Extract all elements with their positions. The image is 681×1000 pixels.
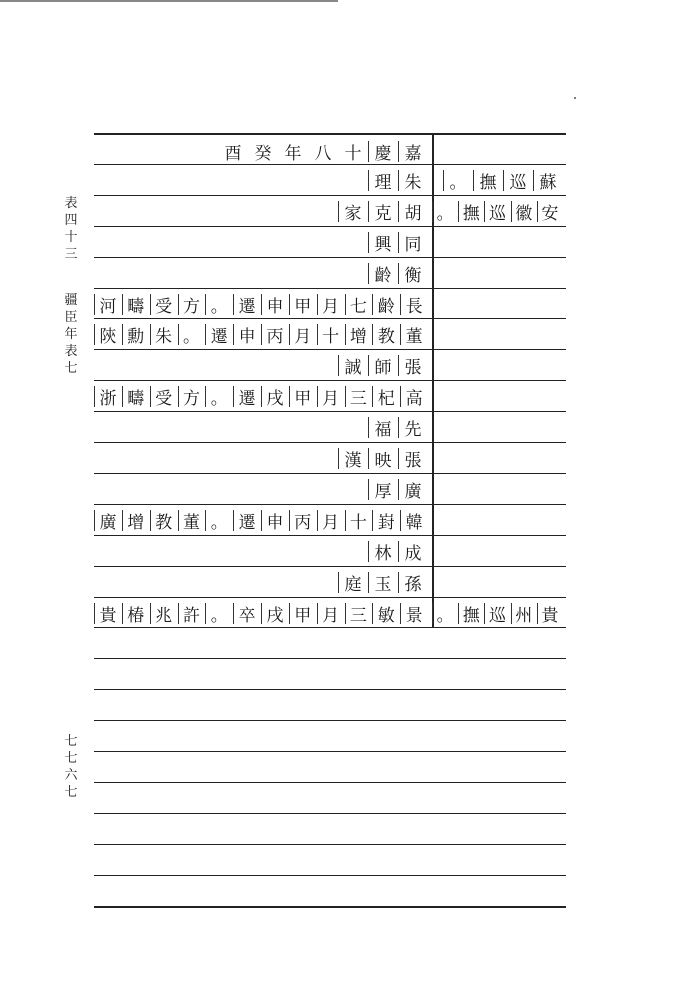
row-char: 先: [398, 415, 428, 440]
row-char: 遷: [233, 292, 261, 317]
row-char: 月: [317, 601, 345, 626]
row-char: 長: [400, 292, 428, 317]
margin-table-title: [60, 195, 82, 263]
row-char: 浙: [94, 384, 122, 409]
cell-char: 撫: [473, 168, 503, 193]
table-row: [94, 227, 428, 257]
row-char: 疇: [122, 384, 150, 409]
row-char: 月: [317, 508, 345, 533]
row-char: 家: [338, 199, 368, 224]
margin-char: 七: [64, 361, 78, 376]
table-row: [94, 165, 428, 195]
margin-char: 六: [64, 768, 78, 783]
row-char: 許: [178, 601, 206, 626]
cell-char: 州: [511, 601, 537, 626]
margin-char: 七: [64, 734, 78, 749]
row-rule: [94, 813, 566, 814]
row-char: 崶: [372, 508, 400, 533]
row-char: 理: [368, 168, 398, 193]
margin-char: 十: [64, 230, 78, 245]
margin-table-subtitle: [60, 292, 82, 377]
row-char: 玉: [368, 570, 398, 595]
margin-char: 四: [64, 213, 78, 228]
row-char: 方: [178, 384, 206, 409]
row-rule: [94, 906, 566, 908]
row-rule: [94, 658, 566, 659]
row-char: 河: [94, 292, 122, 317]
table-row: [94, 505, 428, 535]
header-char: 癸: [254, 143, 272, 164]
row-char: 申: [261, 292, 289, 317]
row-char: 。: [205, 601, 233, 626]
row-char: 遷: [233, 384, 261, 409]
row-char: 受: [150, 384, 178, 409]
row-char: 。: [205, 292, 233, 317]
cell-char: 貴: [537, 601, 563, 626]
margin-char: 七: [64, 785, 78, 800]
table-row: [94, 196, 428, 226]
row-char: 杞: [372, 384, 400, 409]
table-row: [94, 567, 428, 597]
row-char: 孫: [398, 570, 428, 595]
row-char: 朱: [398, 168, 428, 193]
margin-char: 臣: [64, 310, 78, 325]
row-char: 張: [398, 446, 428, 471]
row-char: 丙: [261, 322, 289, 347]
row-char: 廣: [94, 508, 122, 533]
cell-char: 。: [432, 601, 458, 626]
margin-char: 三: [64, 247, 78, 262]
table-row: [94, 381, 428, 411]
cell-char: 徽: [511, 199, 537, 224]
row-char: 遷: [205, 322, 233, 347]
cell-char: 安: [537, 199, 563, 224]
row-char: 。: [178, 322, 206, 347]
row-char: 庭: [338, 570, 368, 595]
row-char: 十: [345, 508, 373, 533]
row-char: 方: [178, 292, 206, 317]
governor-cell: [432, 598, 563, 628]
row-char: 漢: [338, 446, 368, 471]
row-char: 朱: [150, 322, 178, 347]
row-char: 衡: [398, 261, 428, 286]
row-char: 齡: [368, 261, 398, 286]
row-char: 興: [368, 230, 398, 255]
table-frame: [94, 133, 566, 910]
row-char: 師: [368, 353, 398, 378]
cell-char: 巡: [503, 168, 533, 193]
row-char: 董: [400, 322, 428, 347]
row-char: 陝: [94, 322, 122, 347]
header-char: 八: [314, 143, 332, 164]
margin-char: 年: [64, 327, 78, 342]
row-char: 韓: [400, 508, 428, 533]
margin-char: 疆: [64, 293, 78, 308]
row-char: 椿: [122, 601, 150, 626]
table-row: [94, 536, 428, 566]
header-char: 年: [284, 143, 302, 164]
cell-char: 撫: [458, 601, 484, 626]
year-header: [94, 136, 428, 166]
table-row: [94, 319, 428, 349]
row-char: 齡: [372, 292, 400, 317]
row-char: 甲: [289, 601, 317, 626]
row-char: 三: [345, 601, 373, 626]
row-char: 克: [368, 199, 398, 224]
row-rule: [94, 720, 566, 721]
table-row: [94, 350, 428, 380]
ink-speck: [574, 97, 576, 99]
cell-char: 撫: [458, 199, 484, 224]
row-char: 七: [345, 292, 373, 317]
row-char: 胡: [398, 199, 428, 224]
row-char: 遷: [233, 508, 261, 533]
cell-char: 巡: [484, 199, 510, 224]
row-char: 廣: [398, 477, 428, 502]
row-char: 映: [368, 446, 398, 471]
header-char: 酉: [224, 143, 242, 164]
row-char: 三: [345, 384, 373, 409]
row-rule: [94, 133, 566, 135]
row-char: 月: [289, 322, 317, 347]
table-row: [94, 289, 428, 319]
governor-cell: [432, 165, 563, 195]
row-char: 甲: [289, 292, 317, 317]
row-char: 同: [398, 230, 428, 255]
row-rule: [94, 751, 566, 752]
header-char: 嘉: [398, 139, 428, 164]
row-char: 。: [205, 384, 233, 409]
cell-char: 巡: [484, 601, 510, 626]
row-char: 誠: [338, 353, 368, 378]
row-char: 。: [205, 508, 233, 533]
row-rule: [94, 689, 566, 690]
cell-char: 蘇: [533, 168, 563, 193]
row-char: 增: [122, 508, 150, 533]
table-row: [94, 598, 428, 628]
row-char: 景: [400, 601, 428, 626]
row-rule: [94, 782, 566, 783]
cell-char: 。: [432, 199, 458, 224]
row-char: 疇: [122, 292, 150, 317]
row-char: 兆: [150, 601, 178, 626]
margin-char: 表: [64, 344, 78, 359]
margin-char: 表: [64, 196, 78, 211]
row-char: 增: [345, 322, 373, 347]
row-char: 成: [398, 539, 428, 564]
row-char: 福: [368, 415, 398, 440]
row-rule: [94, 875, 566, 876]
row-char: 勳: [122, 322, 150, 347]
cell-char: 。: [443, 168, 473, 193]
row-char: 張: [398, 353, 428, 378]
row-char: 林: [368, 539, 398, 564]
margin-char: 七: [64, 751, 78, 766]
row-rule: [94, 844, 566, 845]
row-char: 月: [317, 384, 345, 409]
row-char: 受: [150, 292, 178, 317]
row-char: 卒: [233, 601, 261, 626]
row-char: 月: [317, 292, 345, 317]
row-char: 教: [372, 322, 400, 347]
header-char: 慶: [368, 139, 398, 164]
row-char: 戌: [261, 601, 289, 626]
header-char: 十: [344, 143, 362, 164]
top-edge-rule: [0, 0, 338, 2]
row-char: 申: [261, 508, 289, 533]
table-row: [94, 474, 428, 504]
row-char: 十: [317, 322, 345, 347]
row-char: 厚: [368, 477, 398, 502]
row-char: 敏: [372, 601, 400, 626]
row-char: 丙: [289, 508, 317, 533]
row-char: 董: [178, 508, 206, 533]
row-char: 高: [400, 384, 428, 409]
row-char: 申: [233, 322, 261, 347]
margin-page-number: [60, 733, 82, 801]
row-char: 教: [150, 508, 178, 533]
row-char: 貴: [94, 601, 122, 626]
governor-cell: [432, 196, 563, 226]
table-row: [94, 412, 428, 442]
table-row: [94, 443, 428, 473]
table-row: [94, 258, 428, 288]
row-char: 戌: [261, 384, 289, 409]
row-char: 甲: [289, 384, 317, 409]
